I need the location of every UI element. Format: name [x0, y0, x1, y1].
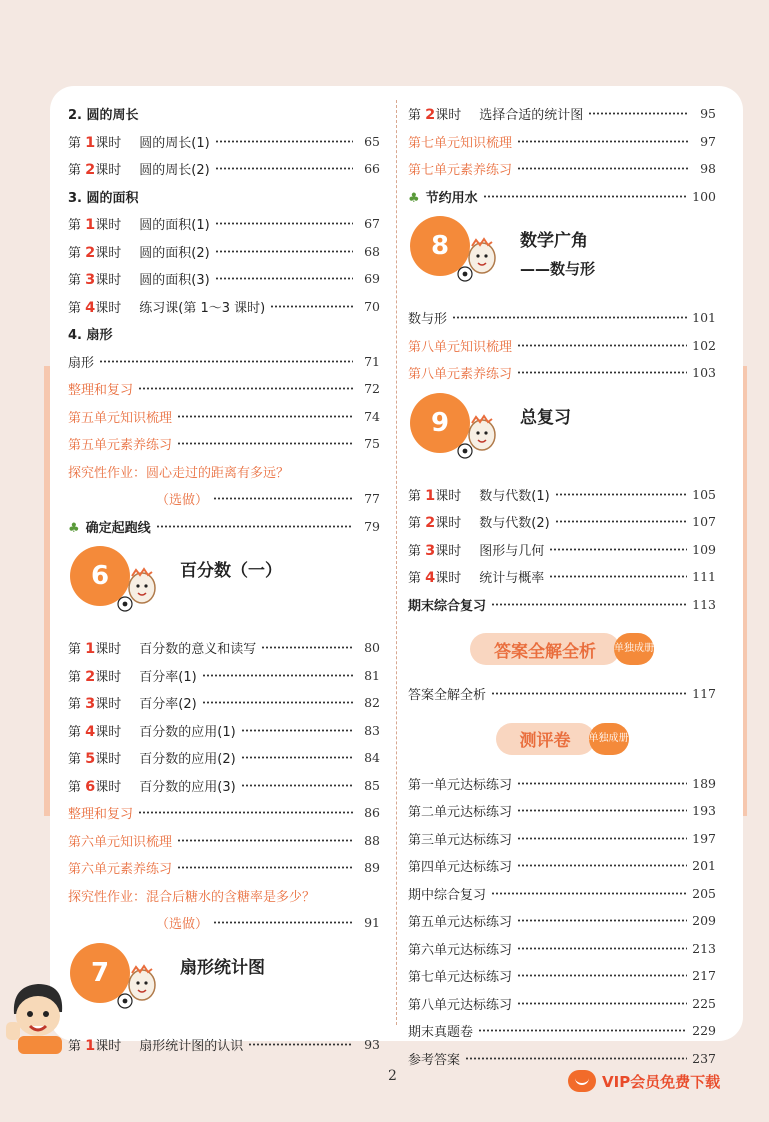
toc-entry[interactable] — [68, 909, 380, 937]
page-ref: 197 — [692, 830, 716, 846]
lesson-title: 数与代数(1) — [479, 488, 550, 504]
toc-entry-label: 第五单元知识梳理 — [68, 410, 173, 426]
toc-entry-label: 第二单元达标练习 — [408, 805, 513, 821]
toc-entry[interactable] — [68, 430, 380, 458]
page-ref: 70 — [364, 298, 380, 314]
leader-dots — [517, 947, 687, 950]
column-divider — [396, 100, 397, 1025]
toc-entry-label: 第 4课时 统计与概率 — [408, 567, 544, 586]
toc-entry-label: 第三单元达标练习 — [408, 832, 513, 848]
lesson-number: 2 — [85, 162, 96, 179]
toc-entry[interactable] — [68, 293, 380, 321]
unit-title: 数学广角 — [520, 231, 588, 251]
page-ref: 85 — [364, 777, 380, 793]
page-ref: 229 — [692, 1023, 716, 1039]
toc-entry-label: 第 4课时 百分数的应用(1) — [68, 721, 236, 740]
leader-dots — [555, 493, 687, 496]
leader-dots — [215, 222, 353, 225]
toc-entry[interactable] — [68, 1031, 380, 1059]
lesson-number: 3 — [425, 542, 436, 559]
lesson-number: 2 — [425, 107, 436, 124]
page-ref: 66 — [364, 161, 380, 177]
leader-dots — [177, 866, 353, 869]
leader-dots — [138, 811, 353, 814]
toc-entry-label: 参考答案 — [408, 1052, 461, 1068]
toc-entry-label: 第 2课时 圆的面积(2) — [68, 242, 210, 261]
toc-entry-label: 第 5课时 百分数的应用(2) — [68, 748, 236, 767]
page-ref: 97 — [700, 133, 716, 149]
lesson-number: 1 — [85, 1037, 96, 1054]
toc-entry-label: 第 2课时 数与代数(2) — [408, 512, 550, 531]
toc-entry[interactable] — [408, 332, 716, 360]
leader-dots — [248, 1043, 353, 1046]
toc-entry[interactable] — [408, 770, 716, 798]
page-ref: 79 — [364, 518, 380, 534]
toc-entry[interactable] — [68, 485, 380, 513]
toc-entry[interactable] — [68, 634, 380, 662]
page-ref: 80 — [364, 640, 380, 656]
toc-entry-label: 第 4课时 练习课(第 1～3 课时) — [68, 297, 265, 316]
section-banner-label: 测评卷 — [496, 723, 595, 755]
page-ref: 68 — [364, 243, 380, 259]
leader-dots — [156, 525, 353, 528]
toc-entry[interactable] — [68, 717, 380, 745]
page-ref: 81 — [364, 667, 380, 683]
toc-entry-label: 期末真题卷 — [408, 1025, 474, 1041]
section-heading — [68, 183, 380, 211]
page-ref: 88 — [364, 832, 380, 848]
section-heading — [68, 320, 380, 348]
lesson-title: 图形与几何 — [479, 543, 545, 559]
toc-entry-label: 第六单元达标练习 — [408, 942, 513, 958]
section-heading — [68, 100, 380, 128]
toc-entry-label: 期末综合复习 — [408, 598, 487, 614]
leader-dots — [483, 195, 687, 198]
page-ref: 109 — [692, 541, 716, 557]
toc-entry-label: ♣ 确定起跑线 — [68, 520, 151, 536]
vip-download-label: VIP会员免费下载 — [602, 1072, 721, 1091]
toc-entry-label: 扇形 — [68, 355, 95, 371]
page-ref: 117 — [692, 686, 716, 702]
dinosaur-mascot-icon — [116, 963, 160, 1013]
leader-dots — [213, 497, 353, 500]
toc-entry[interactable] — [408, 880, 716, 908]
unit-subtitle: ——数与形 — [520, 260, 596, 278]
leader-dots — [588, 112, 689, 115]
unit-header — [408, 210, 716, 304]
page-ref: 103 — [692, 365, 716, 381]
lesson-title: 扇形统计图的认识 — [139, 1038, 244, 1054]
page-ref: 101 — [692, 310, 716, 326]
lesson-title: 百分数的应用(2) — [139, 752, 236, 768]
page-ref: 105 — [692, 486, 716, 502]
leader-dots — [549, 575, 687, 578]
toc-entry[interactable] — [408, 304, 716, 332]
leader-dots — [241, 784, 353, 787]
toc-entry[interactable] — [408, 962, 716, 990]
toc-entry-label: 第六单元知识梳理 — [68, 834, 173, 850]
toc-entry[interactable] — [408, 536, 716, 564]
leader-dots — [177, 442, 353, 445]
dinosaur-mascot-icon — [456, 236, 500, 286]
toc-entry[interactable] — [408, 852, 716, 880]
lesson-title: 数与代数(2) — [479, 516, 550, 532]
page-ref: 77 — [364, 491, 380, 507]
leader-dots — [241, 729, 353, 732]
dinosaur-mascot-icon — [116, 566, 160, 616]
lesson-number: 2 — [85, 668, 96, 685]
toc-column-left — [68, 100, 380, 1058]
page-ref: 89 — [364, 860, 380, 876]
unit-number-badge: 8 — [410, 216, 470, 276]
toc-entry-label: 第 1课时 数与代数(1) — [408, 485, 550, 504]
toc-entry-label: 探究性作业：圆心走过的距离有多远？ — [68, 465, 290, 481]
page-ref: 98 — [700, 161, 716, 177]
toc-entry-label: 第五单元素养练习 — [68, 438, 173, 454]
toc-entry-label: 第七单元素养练习 — [408, 163, 513, 179]
toc-entry-label: 答案全解全析 — [408, 688, 487, 704]
leader-dots — [491, 692, 687, 695]
unit-number-badge: 9 — [410, 393, 470, 453]
unit-number-badge: 7 — [70, 943, 130, 1003]
toc-entry[interactable] — [408, 128, 716, 156]
page-ref: 209 — [692, 913, 716, 929]
section-banner — [408, 708, 716, 770]
toc-entry[interactable] — [68, 210, 380, 238]
page-ref: 67 — [364, 216, 380, 232]
toc-entry-label: 2. 圆的周长 — [68, 108, 139, 124]
leader-dots — [177, 839, 353, 842]
separate-volume-badge: 单独成册 — [614, 633, 654, 665]
toc-entry[interactable] — [408, 907, 716, 935]
leader-dots — [270, 305, 353, 308]
toc-entry — [68, 458, 380, 486]
section-banner — [408, 618, 716, 680]
toc-entry[interactable] — [68, 155, 380, 183]
toc-entry-label: 第 3课时 百分率(2) — [68, 693, 197, 712]
unit-title: 百分数（一） — [180, 561, 282, 581]
toc-entry[interactable] — [408, 183, 716, 211]
leader-dots — [517, 864, 687, 867]
lesson-title: 百分率(1) — [139, 669, 197, 685]
toc-entry[interactable] — [408, 100, 716, 128]
toc-entry-label: 第八单元达标练习 — [408, 997, 513, 1013]
page-ref: 237 — [692, 1050, 716, 1066]
page-ref: 193 — [692, 803, 716, 819]
leader-dots — [202, 701, 353, 704]
vip-download-watermark[interactable] — [568, 1070, 720, 1092]
page-ref: 102 — [692, 337, 716, 353]
lesson-number: 4 — [85, 299, 96, 316]
unit-header — [408, 387, 716, 481]
leader-dots — [517, 140, 689, 143]
leader-dots — [215, 277, 353, 280]
toc-entry-label: 第 3课时 圆的面积(3) — [68, 269, 210, 288]
toc-entry[interactable] — [408, 359, 716, 387]
separate-volume-badge: 单独成册 — [589, 723, 629, 755]
unit-header — [68, 540, 380, 634]
page-ref: 95 — [700, 106, 716, 122]
lesson-number: 4 — [425, 570, 436, 587]
toc-entry[interactable] — [408, 990, 716, 1018]
toc-entry[interactable] — [408, 563, 716, 591]
toc-entry[interactable] — [68, 744, 380, 772]
leader-dots — [215, 140, 353, 143]
page-ref: 72 — [364, 381, 380, 397]
leader-dots — [215, 250, 353, 253]
toc-entry-label: 第 1课时 圆的面积(1) — [68, 214, 210, 233]
leader-dots — [202, 674, 353, 677]
sprout-icon: ♣ — [68, 520, 80, 536]
leader-dots — [517, 782, 687, 785]
toc-entry[interactable] — [408, 935, 716, 963]
leader-dots — [517, 809, 687, 812]
leader-dots — [99, 360, 353, 363]
toc-entry[interactable] — [68, 662, 380, 690]
toc-entry[interactable] — [68, 689, 380, 717]
page-ref: 69 — [364, 271, 380, 287]
page-ref: 100 — [692, 188, 716, 204]
lesson-number: 3 — [85, 272, 96, 289]
toc-entry-label: 第八单元知识梳理 — [408, 339, 513, 355]
leader-dots — [138, 387, 353, 390]
toc-entry-label: 第 1课时 扇形统计图的认识 — [68, 1035, 243, 1054]
toc-entry-label: 第 1课时 百分数的意义和读写 — [68, 638, 256, 657]
page-ref: 91 — [364, 915, 380, 931]
page-ref: 74 — [364, 408, 380, 424]
toc-entry[interactable] — [68, 854, 380, 882]
lesson-title: 百分数的应用(1) — [139, 724, 236, 740]
page-ref: 86 — [364, 805, 380, 821]
lesson-number: 5 — [85, 751, 96, 768]
page-ref: 111 — [692, 569, 716, 585]
toc-entry-label: 第 2课时 圆的周长(2) — [68, 159, 210, 178]
page-ref: 71 — [364, 353, 380, 369]
unit-header — [68, 937, 380, 1031]
toc-entry-label: （选做） — [156, 917, 209, 933]
lesson-number: 3 — [85, 696, 96, 713]
page-ref: 225 — [692, 995, 716, 1011]
unit-title: 扇形统计图 — [180, 957, 265, 978]
page-ref: 65 — [364, 133, 380, 149]
page-ref: 113 — [692, 596, 716, 612]
lesson-number: 2 — [425, 515, 436, 532]
toc-entry[interactable] — [68, 513, 380, 541]
section-banner-label: 答案全解全析 — [470, 633, 620, 665]
page-ref: 213 — [692, 940, 716, 956]
unit-number-badge: 6 — [70, 546, 130, 606]
leader-dots — [241, 756, 353, 759]
toc-entry-label: 第五单元达标练习 — [408, 915, 513, 931]
lesson-title: 圆的周长(1) — [139, 135, 210, 151]
toc-entry-label: 整理和复习 — [68, 807, 134, 823]
lesson-title: 统计与概率 — [479, 571, 545, 587]
toc-entry — [68, 882, 380, 910]
toc-entry[interactable] — [68, 799, 380, 827]
toc-entry[interactable] — [408, 797, 716, 825]
leader-dots — [465, 1057, 687, 1060]
toc-entry-label: 第四单元达标练习 — [408, 860, 513, 876]
leader-dots — [215, 167, 353, 170]
toc-entry-label: 数与形 — [408, 312, 448, 328]
toc-entry-label: 第六单元素养练习 — [68, 862, 173, 878]
toc-entry-label: 4. 扇形 — [68, 328, 113, 344]
leader-dots — [549, 548, 687, 551]
toc-entry[interactable] — [68, 265, 380, 293]
leader-dots — [517, 371, 687, 374]
lesson-title: 百分率(2) — [139, 697, 197, 713]
toc-entry[interactable] — [408, 1017, 716, 1045]
page-ref: 107 — [692, 514, 716, 530]
leader-dots — [452, 316, 687, 319]
leader-dots — [555, 520, 687, 523]
lesson-number: 1 — [425, 487, 436, 504]
leader-dots — [517, 837, 687, 840]
lesson-number: 2 — [85, 244, 96, 261]
toc-entry-label: 第七单元知识梳理 — [408, 135, 513, 151]
toc-entry[interactable] — [408, 155, 716, 183]
lesson-number: 1 — [85, 134, 96, 151]
toc-entry[interactable] — [408, 481, 716, 509]
page-ref: 93 — [364, 1036, 380, 1052]
leader-dots — [517, 974, 687, 977]
leader-dots — [517, 919, 687, 922]
page-ref: 75 — [364, 436, 380, 452]
toc-entry[interactable] — [68, 238, 380, 266]
page-ref: 189 — [692, 775, 716, 791]
toc-entry-label: 第 1课时 圆的周长(1) — [68, 132, 210, 151]
toc-entry[interactable] — [68, 403, 380, 431]
lesson-number: 1 — [85, 641, 96, 658]
lesson-title: 圆的面积(1) — [139, 218, 210, 234]
toc-entry-label: 第 2课时 选择合适的统计图 — [408, 104, 583, 123]
toc-entry-label: 整理和复习 — [68, 383, 134, 399]
toc-entry-label: 第 6课时 百分数的应用(3) — [68, 776, 236, 795]
page-ref: 217 — [692, 968, 716, 984]
toc-entry[interactable] — [408, 825, 716, 853]
toc-entry-label: 期中综合复习 — [408, 887, 487, 903]
leader-dots — [517, 1002, 687, 1005]
toc-entry[interactable] — [408, 680, 716, 708]
leader-dots — [261, 646, 353, 649]
lesson-title: 练习课(第 1～3 课时) — [139, 300, 266, 316]
leader-dots — [213, 921, 353, 924]
leader-dots — [478, 1029, 687, 1032]
page-ref: 201 — [692, 858, 716, 874]
toc-entry[interactable] — [408, 591, 716, 619]
leader-dots — [491, 603, 687, 606]
page-ref: 82 — [364, 695, 380, 711]
toc-entry-label: 第八单元素养练习 — [408, 367, 513, 383]
unit-title: 总复习 — [520, 407, 571, 428]
toc-column-right — [408, 100, 716, 1072]
toc-entry-label: 第 2课时 百分率(1) — [68, 666, 197, 685]
leader-dots — [517, 344, 687, 347]
page-ref: 83 — [364, 722, 380, 738]
page-number: 2 — [388, 1068, 397, 1084]
toc-entry-label: 第七单元达标练习 — [408, 970, 513, 986]
toc-entry[interactable] — [408, 508, 716, 536]
page-ref: 84 — [364, 750, 380, 766]
toc-entry[interactable] — [68, 348, 380, 376]
lesson-number: 6 — [85, 778, 96, 795]
leader-dots — [177, 415, 353, 418]
toc-entry-label: 第 3课时 图形与几何 — [408, 540, 544, 559]
boy-mascot-illustration — [4, 974, 74, 1054]
lesson-title: 圆的周长(2) — [139, 163, 210, 179]
lesson-title: 选择合适的统计图 — [479, 108, 584, 124]
toc-entry[interactable] — [68, 772, 380, 800]
toc-entry-label: 第一单元达标练习 — [408, 777, 513, 793]
lesson-title: 百分数的意义和读写 — [139, 642, 257, 658]
toc-entry-label: 3. 圆的面积 — [68, 190, 139, 206]
lesson-title: 圆的面积(3) — [139, 273, 210, 289]
toc-entry-label: （选做） — [156, 493, 209, 509]
leader-dots — [491, 892, 687, 895]
lesson-title: 百分数的应用(3) — [139, 779, 236, 795]
sprout-icon: ♣ — [408, 190, 420, 206]
toc-entry[interactable] — [68, 375, 380, 403]
leader-dots — [517, 167, 689, 170]
chat-bubble-icon — [568, 1070, 596, 1092]
lesson-number: 4 — [85, 723, 96, 740]
toc-entry-label: 探究性作业：混合后糖水的含糖率是多少？ — [68, 889, 316, 905]
lesson-number: 1 — [85, 217, 96, 234]
page-ref: 205 — [692, 885, 716, 901]
toc-entry[interactable] — [68, 827, 380, 855]
dinosaur-mascot-icon — [456, 413, 500, 463]
lesson-title: 圆的面积(2) — [139, 245, 210, 261]
toc-entry[interactable] — [68, 128, 380, 156]
toc-entry[interactable] — [408, 1045, 716, 1073]
toc-entry-label: ♣ 节约用水 — [408, 190, 478, 206]
